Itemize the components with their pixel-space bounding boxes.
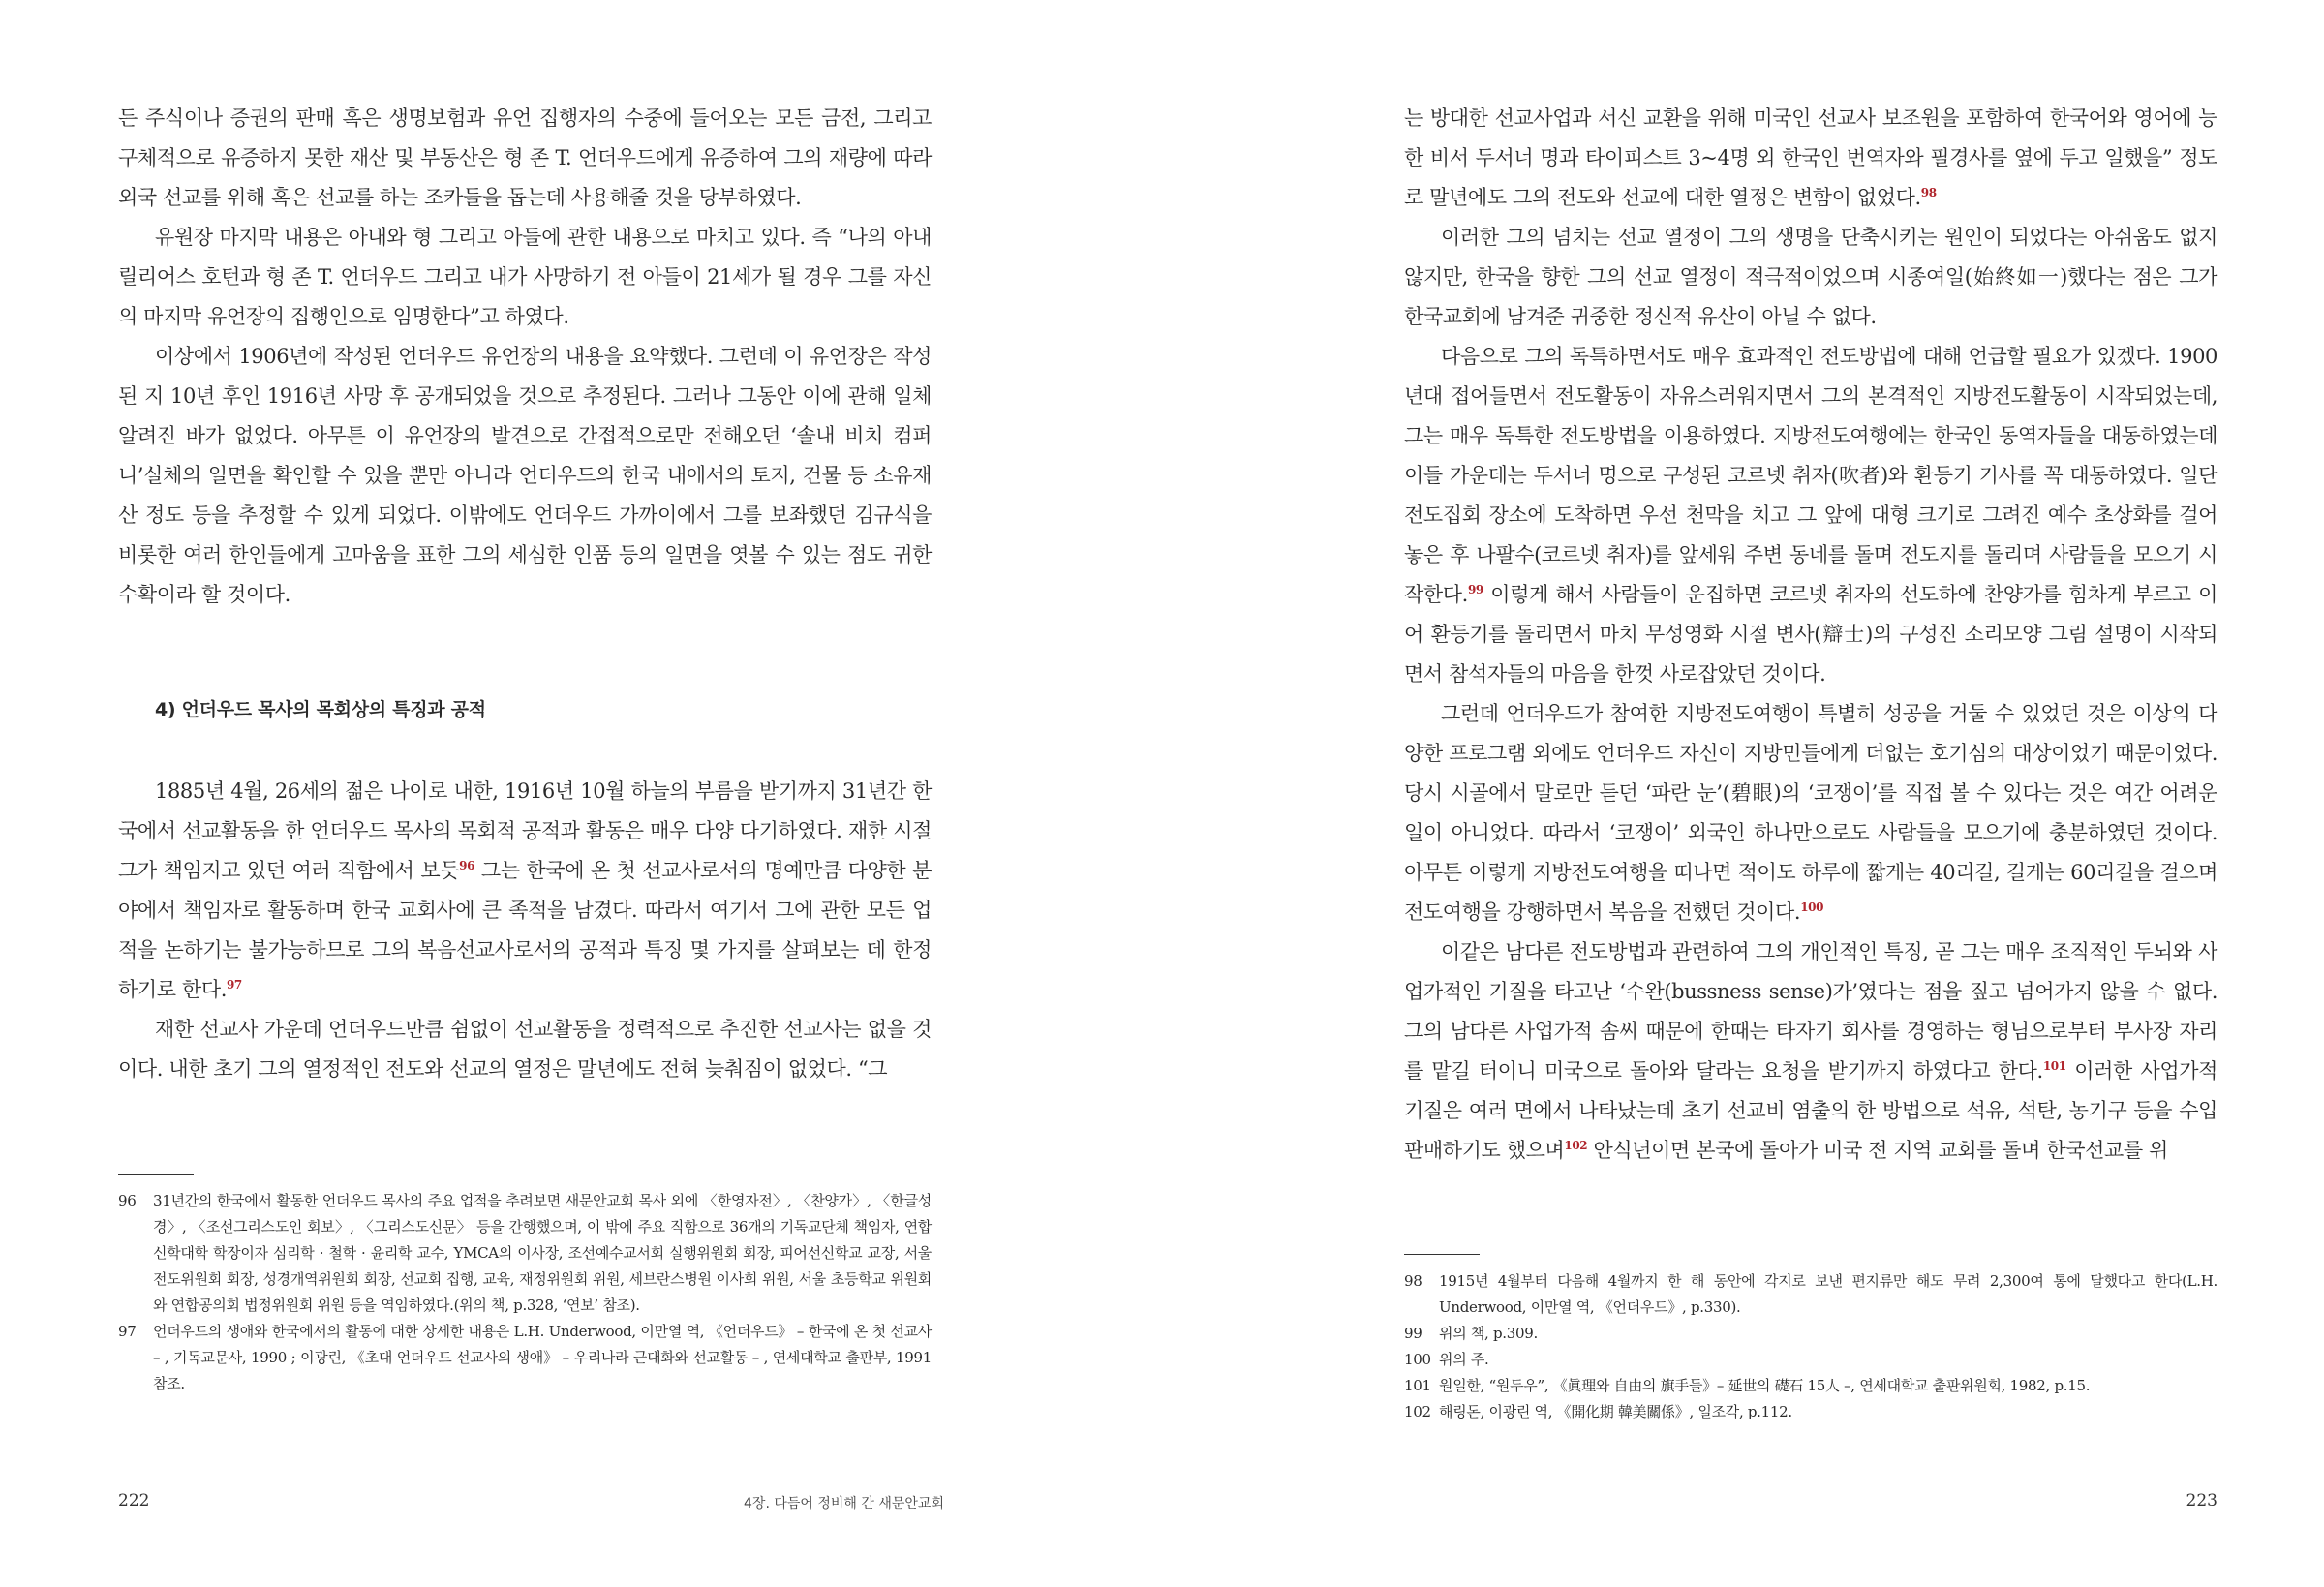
footnotes-left [118, 1188, 932, 1397]
footnote-text: 1915년 4월부터 다음해 4월까지 한 해 동안에 각지로 보낸 편지류만 해도 무려 2,300여 통에 달했다고 한다(L.H. Underwood, 이만열 역, 《언더우드》, p.330). [1439, 1272, 2217, 1316]
paragraph: 이러한 그의 넘치는 선교 열정이 그의 생명을 단축시키는 원인이 되었다는 아쉬움도 없지 않지만, 한국을 향한 그의 선교 열정이 적극적이었으며 시종여일(始終如一)했다는 점은 그가 한국교회에 남겨준 귀중한 정신적 유산이 아닐 수 없다. [1404, 226, 2217, 328]
right-body-text [1404, 99, 2217, 1171]
footnote-item [1404, 1399, 2217, 1425]
footnote-number: 99 [1404, 1325, 1422, 1342]
text-run: 그는 한국에 온 첫 선교사로서의 명예만큼 다양한 분야에서 책임자로 활동하며 한국 교회사에 큰 족적을 남겼다. 따라서 여기서 그에 관한 모든 업적을 논하기는 불가능하므로 그의 복음선교사로서의 공적과 특징 몇 가지를 살펴보는 데 한정하기로 한다. [118, 859, 932, 1001]
page-number: 223 [2186, 1491, 2217, 1511]
text-run: 다음으로 그의 독특하면서도 매우 효과적인 전도방법에 대해 언급할 필요가 있겠다. 1900년대 접어들면서 전도활동이 자유스러워지면서 그의 본격적인 지방전도활동이 시작되었는데, 그는 매우 독특한 전도방법을 이용하였다. 지방전도여행에는 한국인 동역자들을 대동하였는데 이들 가운데는 두서너 명으로 구성된 코르넷 취자(吹者)와 환등기 기사를 꼭 대동하였다. 일단 전도집회 장소에 도착하면 우선 천막을 치고 그 앞에 대형 크기로 그려진 예수 초상화를 걸어 놓은 후 나팔수(코르넷 취자)를 앞세워 주변 동네를 돌며 전도지를 돌리며 사람들을 모으기 시작한다. [1404, 345, 2217, 606]
paragraph: 든 주식이나 증권의 판매 혹은 생명보험과 유언 집행자의 수중에 들어오는 모든 금전, 그리고 구체적으로 유증하지 못한 재산 및 부동산은 형 존 T. 언더우드에게 유증하여 그의 재량에 따라 외국 선교를 위해 혹은 선교를 하는 조카들을 돕는데 사용해줄 것을 당부하였다. [118, 107, 932, 209]
paragraph: 재한 선교사 가운데 언더우드만큼 쉼없이 선교활동을 정력적으로 추진한 선교사는 없을 것이다. 내한 초기 그의 열정적인 전도와 선교의 열정은 말년에도 전혀 늦춰짐이 없었다. “그 [118, 1018, 932, 1081]
footnote-number: 102 [1404, 1403, 1431, 1420]
footnote-text: 31년간의 한국에서 활동한 언더우드 목사의 주요 업적을 추려보면 새문안교회 목사 외에 〈한영자전〉, 〈찬양가〉, 〈한글성경〉, 〈조선그리스도인 회보〉, 〈그리스도신문〉 등을 간행했으며, 이 밖에 주요 직함으로 36개의 기독교단체 책임자, 연합신학대학 학장이자 심리학 · 철학 · 윤리학 교수, YMCA의 이사장, 조선예수교서회 실행위원회 회장, 피어선신학교 교장, 서울전도위원회 회장, 성경개역위원회 회장, 선교회 집행, 교육, 재정위원회 위원, 세브란스병원 이사회 위원, 서울 초등학교 위원회와 연합공의회 법정위원회 위원 등을 역임하였다.(위의 책, p.328, ‘연보’ 참조). [153, 1192, 932, 1314]
text-run: 그런데 언더우드가 참여한 지방전도여행이 특별히 성공을 거둘 수 있었던 것은 이상의 다양한 프로그램 외에도 언더우드 자신이 지방민들에게 더없는 호기심의 대상이었기 때문이었다. 당시 시골에서 말로만 듣던 ‘파란 눈’(碧眼)의 ‘코쟁이’를 직접 볼 수 있다는 것은 여간 어려운 일이 아니었다. 따라서 ‘코쟁이’ 외국인 하나만으로도 사람들을 모으기에 충분하였던 것이다. 아무튼 이렇게 지방전도여행을 떠나면 적어도 하루에 짧게는 40리길, 길게는 60리길을 걸으며 전도여행을 강행하면서 복음을 전했던 것이다. [1404, 702, 2217, 924]
footnote-number: 97 [118, 1323, 137, 1340]
text-run: 이러한 사업가적 기질은 여러 면에서 나타났는데 초기 선교비 염출의 한 방법으로 석유, 석탄, 농기구 등을 수입 판매하기도 했으며 [1404, 1059, 2217, 1162]
footnote-item [118, 1188, 932, 1319]
text-run: 이렇게 해서 사람들이 운집하면 코르넷 취자의 선도하에 찬양가를 힘차게 부르고 이어 환등기를 돌리면서 마치 무성영화 시절 변사(辯士)의 구성진 소리모양 그림 설명이 시작되면서 참석자들의 마음을 한껏 사로잡았던 것이다. [1404, 583, 2217, 686]
footnote-marker[interactable]: 101 [2042, 1059, 2066, 1073]
footnote-item [1404, 1347, 2217, 1373]
footnote-item [1404, 1373, 2217, 1399]
footnote-item [118, 1319, 932, 1397]
paragraph: 이상에서 1906년에 작성된 언더우드 유언장의 내용을 요약했다. 그런데 이 유언장은 작성된 지 10년 후인 1916년 사망 후 공개되었을 것으로 추정된다. 그러나 그동안 이에 관해 일체 알려진 바가 없었다. 아무튼 이 유언장의 발견으로 간접적으로만 전해오던 ‘솔내 비치 컴퍼니’실체의 일면을 확인할 수 있을 뿐만 아니라 언더우드의 한국 내에서의 토지, 건물 등 소유재산 정도 등을 추정할 수 있게 되었다. 이밖에도 언더우드 가까이에서 그를 보좌했던 김규식을 비롯한 여러 한인들에게 고마움을 표한 그의 세심한 인품 등의 일면을 엿볼 수 있는 점도 귀한 수확이라 할 것이다. [118, 345, 932, 606]
footnote-text: 해링돈, 이광린 역, 《開化期 韓美關係》, 일조각, p.112. [1439, 1403, 1792, 1420]
text-run: 이같은 남다른 전도방법과 관련하여 그의 개인적인 특징, 곧 그는 매우 조직적인 두뇌와 사업가적인 기질을 타고난 ‘수완(bussness sense)가’였다는 점을 짚고 넘어가지 않을 수 없다. 그의 남다른 사업가적 솜씨 때문에 한때는 타자기 회사를 경영하는 형님으로부터 부사장 자리를 맡길 터이니 미국으로 돌아와 달라는 요청을 받기까지 하였다고 한다. [1404, 940, 2217, 1083]
footnote-marker[interactable]: 102 [1564, 1139, 1588, 1152]
paragraph [118, 772, 932, 1010]
footnote-marker[interactable]: 96 [459, 859, 475, 872]
footnote-item [1404, 1321, 2217, 1347]
footnote-text: 위의 책, p.309. [1439, 1325, 1538, 1342]
footnote-number: 100 [1404, 1351, 1431, 1368]
left-body-text [118, 99, 932, 1089]
footnote-number: 101 [1404, 1377, 1431, 1394]
running-head: 4장. 다듬어 정비해 간 새문안교회 [744, 1496, 944, 1511]
footnote-number: 96 [118, 1192, 137, 1209]
footnote-marker[interactable]: 100 [1800, 900, 1824, 914]
footnote-text: 언더우드의 생애와 한국에서의 활동에 대한 상세한 내용은 L.H. Underwood, 이만열 역, 《언더우드》 – 한국에 온 첫 선교사 – , 기독교문사, 1990 ; 이광린, 《초대 언더우드 선교사의 생애》 – 우리나라 근대화와 선교활동 – , 연세대학교 출판부, 1991 참조. [153, 1323, 932, 1392]
page-number: 222 [118, 1491, 150, 1511]
footnote-text: 위의 주. [1439, 1351, 1489, 1368]
section-heading: 4) 언더우드 목사의 목회상의 특징과 공적 [155, 699, 486, 720]
footnote-marker[interactable]: 99 [1467, 583, 1483, 596]
paragraph: 유원장 마지막 내용은 아내와 형 그리고 아들에 관한 내용으로 마치고 있다. 즉 “나의 아내 릴리어스 호턴과 형 존 T. 언더우드 그리고 내가 사망하기 전 아들이 21세가 될 경우 그를 자신의 마지막 유언장의 집행인으로 임명한다”고 하였다. [118, 226, 932, 328]
text-run: 1885년 4월, 26세의 젊은 나이로 내한, 1916년 10월 하늘의 부름을 받기까지 31년간 한국에서 선교활동을 한 언더우드 목사의 목회적 공적과 활동은 매우 다양 다기하였다. 재한 시절 그가 책임지고 있던 여러 직함에서 보듯 [118, 779, 932, 882]
footnote-rule [118, 1174, 194, 1175]
right-page [1162, 0, 2324, 1587]
footnote-marker[interactable]: 98 [1920, 186, 1937, 199]
footnote-text: 원일한, “원두우”, 《眞理와 自由의 旗手들》– 延世의 礎石 15人 –, 연세대학교 출판위원회, 1982, p.15. [1439, 1377, 2091, 1394]
text-run: 안식년이면 본국에 돌아가 미국 전 지역 교회를 돌며 한국선교를 위 [1587, 1139, 2168, 1162]
footnote-number: 98 [1404, 1272, 1422, 1290]
footnote-marker[interactable]: 97 [226, 978, 242, 992]
footnote-item [1404, 1268, 2217, 1321]
paragraph [1404, 694, 2217, 932]
footnote-rule [1404, 1254, 1480, 1255]
paragraph [1404, 932, 2217, 1171]
footnotes-right [1404, 1268, 2217, 1425]
paragraph [1404, 337, 2217, 694]
paragraph [1404, 99, 2217, 218]
text-run: 는 방대한 선교사업과 서신 교환을 위해 미국인 선교사 보조원을 포함하여 한국어와 영어에 능한 비서 두서너 명과 타이피스트 3~4명 외 한국인 번역자와 필경사를 옆에 두고 일했을” 정도로 말년에도 그의 전도와 선교에 대한 열정은 변함이 없었다. [1404, 107, 2217, 209]
